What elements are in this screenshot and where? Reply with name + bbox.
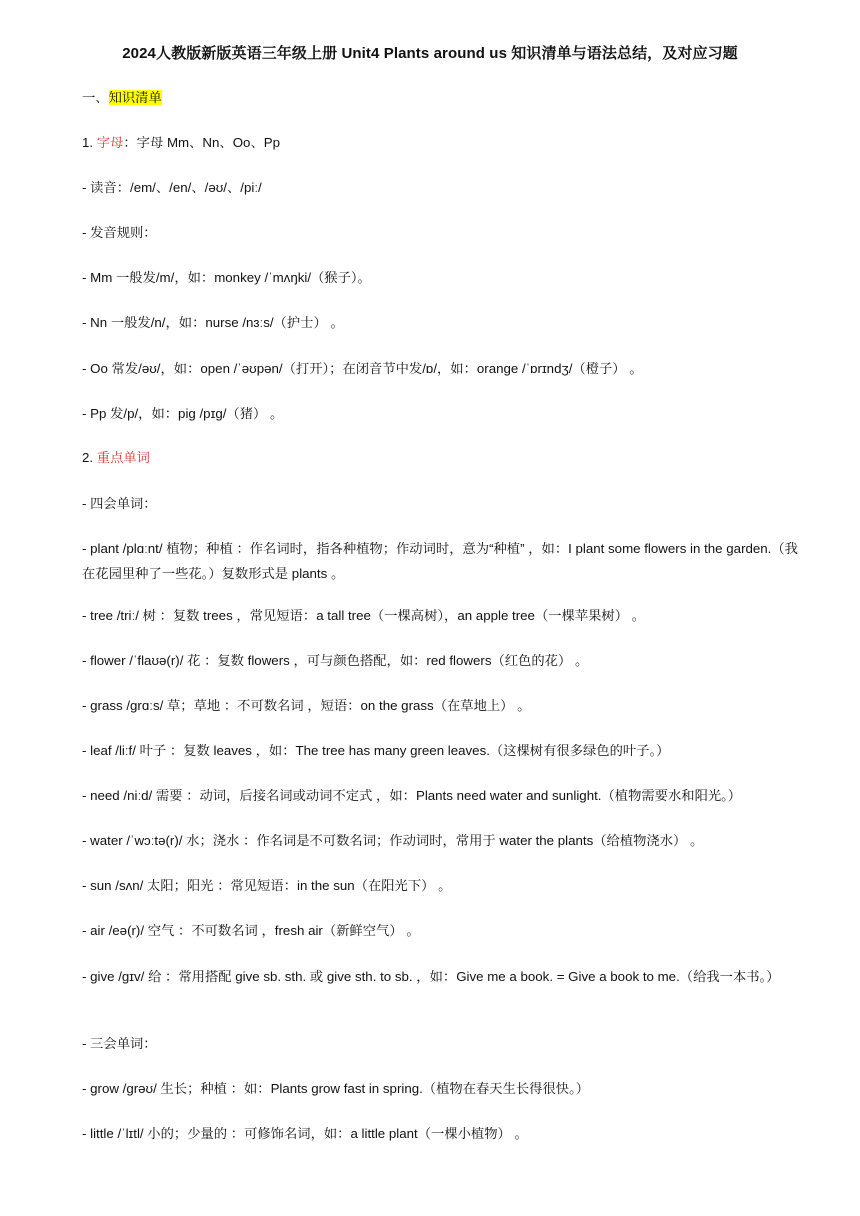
letters-label: 字母 [96, 135, 124, 150]
section-number: 一、 [82, 90, 109, 105]
word-entry-tree: - tree /triː/ 树 ：复数 trees ，常见短语：a tall tree（一棵高树），an apple tree（一棵苹果树） 。 [82, 608, 646, 623]
letters-number: 1. [82, 135, 97, 150]
keywords-number: 2. [82, 450, 97, 465]
document-title: 2024人教版新版英语三年级上册 Unit4 Plants around us 知识清单与语法总结，及对应习题 [122, 45, 738, 62]
section-label-highlighted: 知识清单 [108, 90, 162, 105]
letters-text: ：字母 Mm、Nn、Oo、Pp [123, 135, 281, 150]
letter-rule-m: - Mm 一般发/m/，如：monkey /ˈmʌŋki/（猴子）。 [82, 270, 371, 285]
word-entry-grow: - grow /ɡrəʊ/ 生长；种植 ：如：Plants grow fast in spring.（植物在春天生长得很快。） [82, 1081, 590, 1096]
three-skill-words-heading: - 三会单词： [82, 1036, 157, 1051]
word-entry-plant: - plant /plɑːnt/ 植物；种植 ：作名词时，指各种植物；作动词时，意为“种植” ，如：I plant some flowers in the garden.（我在花园里种了一些花。）复数形式是 plants 。 [82, 541, 798, 581]
word-entry-little: - little /ˈlɪtl/ 小的；少量的 ：可修饰名词，如：a little plant（一棵小植物） 。 [82, 1126, 528, 1141]
word-entry-sun: - sun /sʌn/ 太阳；阳光 ：常见短语：in the sun（在阳光下） 。 [82, 878, 452, 893]
word-entry-water: - water /ˈwɔːtə(r)/ 水；浇水 ：作名词是不可数名词；作动词时，常用于 water the plants（给植物浇水） 。 [82, 833, 704, 848]
word-entry-grass: - grass /ɡrɑːs/ 草；草地 ：不可数名词 ，短语：on the grass（在草地上） 。 [82, 698, 531, 713]
letters-heading [82, 131, 802, 155]
letter-rule-n: - Nn 一般发/n/，如：nurse /nɜːs/（护士） 。 [82, 315, 344, 330]
letters-reading: - 读音：/em/、/en/、/əʊ/、/piː/ [82, 180, 262, 195]
word-entry-flower: - flower /ˈflaʊə(r)/ 花 ：复数 flowers ，可与颜色搭配，如：red flowers（红色的花） 。 [82, 653, 589, 668]
letters-rules-heading: - 发音规则： [82, 225, 157, 240]
letter-rule-p: - Pp 发/p/，如：pig /pɪɡ/（猪） 。 [82, 406, 284, 421]
four-skill-words-heading: - 四会单词： [82, 496, 157, 511]
keywords-label: 重点单词 [96, 450, 150, 465]
word-entry-need: - need /niːd/ 需要 ：动词，后接名词或动词不定式 ，如：Plants need water and sunlight.（植物需要水和阳光。） [82, 788, 742, 803]
word-entry-give: - give /ɡɪv/ 给 ：常用搭配 give sb. sth. 或 give sth. to sb. ，如：Give me a book. = Give a book to me.（给我一本书。） [82, 969, 780, 984]
word-entry-leaf: - leaf /liːf/ 叶子 ：复数 leaves ，如：The tree has many green leaves.（这棵树有很多绿色的叶子。） [82, 743, 670, 758]
letter-rule-o: - Oo 常发/əʊ/，如：open /ˈəʊpən/（打开）；在闭音节中发/ɒ/，如：orange /ˈɒrɪndʒ/（橙子） 。 [82, 361, 643, 376]
word-entry-air: - air /eə(r)/ 空气 ：不可数名词 ，fresh air（新鲜空气） 。 [82, 923, 420, 938]
section-heading-knowledge-list [82, 86, 802, 110]
keywords-heading [82, 446, 802, 470]
